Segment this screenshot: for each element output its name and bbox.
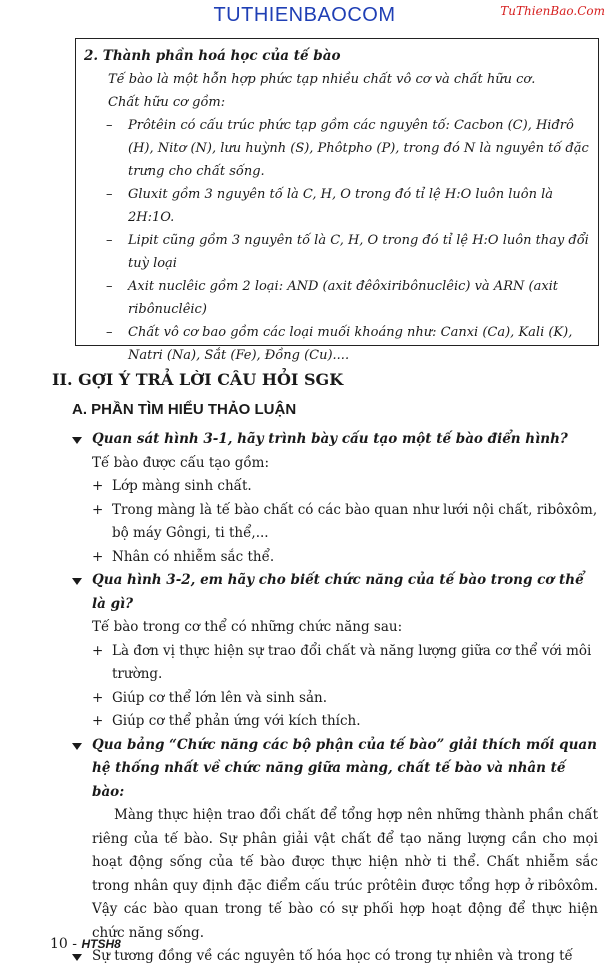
answer-point [70,499,598,546]
page-number: 10 - [50,936,77,952]
book-code: HTSH8 [81,937,121,951]
box-item-text: Axit nuclêic gồm 2 loại: AND (axit đêôxiribônuclêic) và ARN (axit ribônuclêic) [128,279,559,317]
question-text: Qua bảng “Chức năng các bộ phận của tế bào” giải thích mối quan hệ thống nhất về chức năng giữa màng, chất tế bào và nhân tế bào: [92,736,597,800]
plus-bullet: + [92,689,104,706]
point-text: Giúp cơ thể lớn lên và sinh sản. [112,689,328,706]
box-item-text: Lipit cũng gồm 3 nguyên tố là C, H, O trong đó tỉ lệ H:O luôn thay đổi tuỳ loại [128,233,589,271]
site-title: TUTHIENBAOCOM [213,4,396,26]
question-text: Qua hình 3-2, em hãy cho biết chức năng của tế bào trong cơ thể là gì? [92,572,584,612]
question-3 [70,734,598,805]
answer-point [70,546,598,570]
dash-bullet: – [106,118,113,133]
answer-intro: Tế bào trong cơ thể có những chức năng sau: [92,619,403,635]
section-subtitle: A. PHẦN TÌM HIỂU THẢO LUẬN [72,401,297,418]
section-title: II. GỢI Ý TRẢ LỜI CÂU HỎI SGK [52,370,344,389]
point-text: Trong màng là tế bào chất có các bào quan như lưới nội chất, ribôxôm, bộ máy Gôngi, ti thể,... [112,501,598,541]
box-item [84,275,590,321]
question-text: Sự tương đồng về các nguyên tố hóa học có trong tự nhiên và trong tế [92,948,573,964]
point-text: Lớp màng sinh chất. [112,478,252,494]
triangle-bullet-icon [72,578,82,585]
box-title: 2. Thành phần hoá học của tế bào [84,48,341,64]
answer-intro: Tế bào được cấu tạo gồm: [92,454,269,471]
box-item [84,321,590,367]
box-item-text: Chất vô cơ bao gồm các loại muối khoáng như: Canxi (Ca), Kali (K), Natri (Na), Sắt (Fe), Đồng (Cu).... [128,325,573,363]
plus-bullet: + [92,642,104,659]
point-text: Giúp cơ thể phản ứng với kích thích. [112,713,361,729]
dash-bullet: – [106,279,113,294]
answer-point [70,687,598,711]
plus-bullet: + [92,713,104,729]
main-content [70,428,598,969]
question-text: Quan sát hình 3-1, hãy trình bày cấu tạo một tế bào điển hình? [92,431,568,447]
box-intro-1: Tế bào là một hỗn hợp phức tạp nhiều chất vô cơ và chất hữu cơ. [108,72,536,87]
question-2 [70,569,598,616]
triangle-bullet-icon [72,437,82,444]
point-text: Nhân có nhiễm sắc thể. [112,548,275,565]
box-item-text: Gluxit gồm 3 nguyên tố là C, H, O trong đó tỉ lệ H:O luôn luôn là 2H:1O. [128,187,554,225]
box-intro-2: Chất hữu cơ gồm: [108,95,226,110]
info-box [75,38,599,363]
box-item-text: Prôtêin có cấu trúc phức tạp gồm các nguyên tố: Cacbon (C), Hiđrô (H), Nitơ (N), lưu huỳnh (S), Phôtpho (P), trong đó N là nguyên tố đặc trưng cho chất sống. [128,118,589,179]
point-text: Là đơn vị thực hiện sự trao đổi chất và năng lượng giữa cơ thể với môi trường. [112,642,592,682]
page-footer [50,936,121,952]
plus-bullet: + [92,478,104,494]
box-item [84,229,590,275]
triangle-bullet-icon [72,954,82,961]
answer-paragraph: Màng thực hiện trao đổi chất để tổng hợp nên những thành phần chất riêng của tế bào. Sự phân giải vật chất để tạo năng lượng cần cho mọi hoạt động sống của tế bào được thực hiện nhờ ti thể. Chất nhiễm sắc trong nhân quy định đặc điểm cấu trúc prôtêin được tổng hợp ở ribôxôm. Vậy các bào quan trong tế bào có sự phối hợp hoạt động để thực hiện chức năng sống. [92,807,598,941]
site-logo: TuThienBao.Com [500,4,605,18]
triangle-bullet-icon [72,743,82,750]
dash-bullet: – [106,187,113,202]
plus-bullet: + [92,548,104,565]
answer-point [70,640,598,687]
question-1 [70,428,598,452]
plus-bullet: + [92,501,104,518]
answer-point [70,475,598,499]
dash-bullet: – [106,325,113,340]
dash-bullet: – [106,233,113,248]
box-item [84,114,590,183]
question-4 [70,945,598,969]
box-item [84,183,590,229]
answer-point [70,710,598,734]
